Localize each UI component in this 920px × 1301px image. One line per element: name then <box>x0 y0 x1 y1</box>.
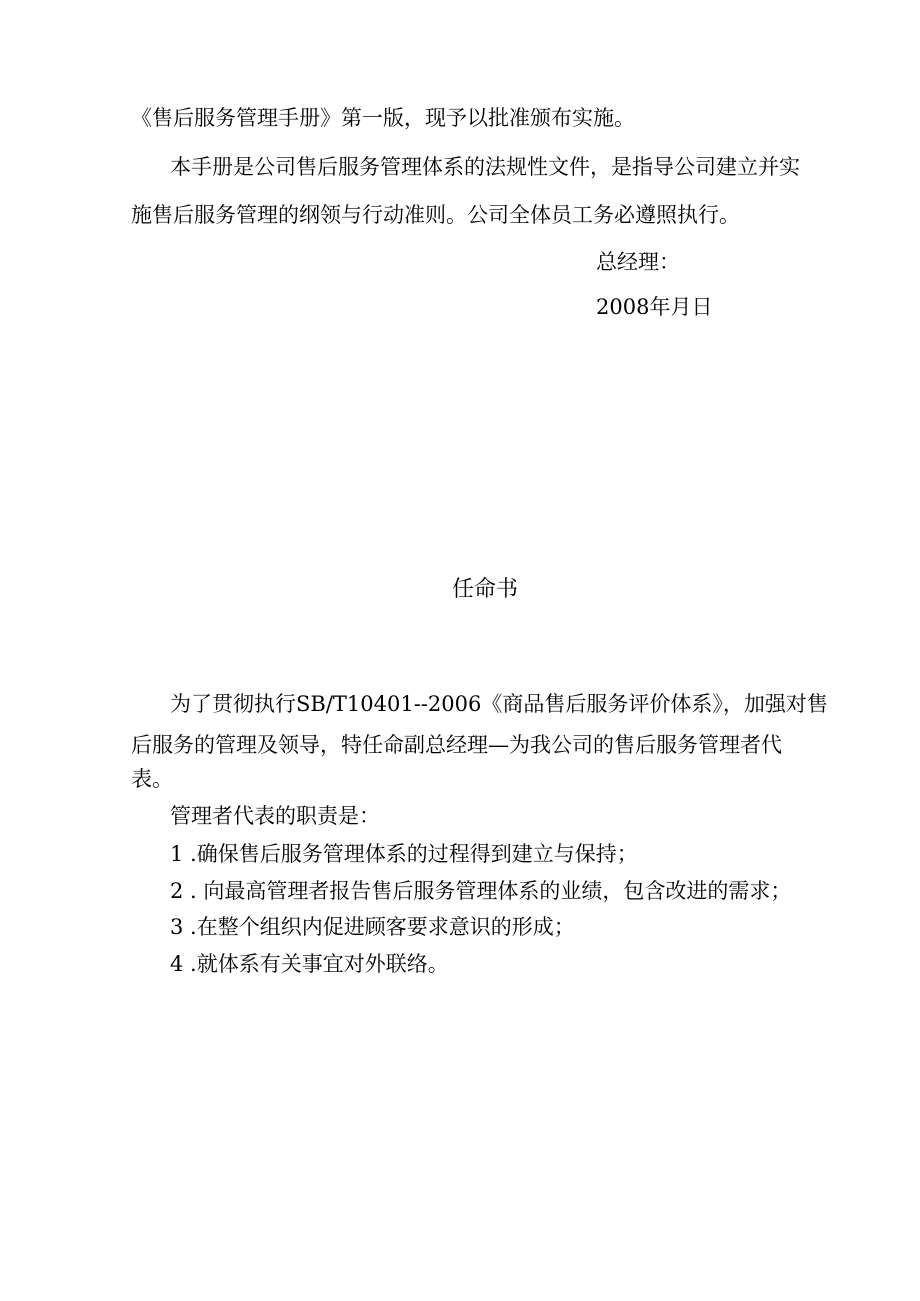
manual-description-line-2: 施售后服务管理的纲领与行动准则。公司全体员工务必遵照执行。 <box>131 203 740 227</box>
duty-item: 1 .确保售后服务管理体系的过程得到建立与保持； <box>170 842 638 866</box>
duty-item: 3 .在整个组织内促进顾客要求意识的形成； <box>170 915 575 939</box>
appointment-title: 任命书 <box>451 577 518 602</box>
approval-statement: 《售后服务管理手册》第一版，现予以批准颁布实施。 <box>131 106 635 130</box>
appointment-text-line-1: 为了贯彻执行SB/T10401--2006《商品售后服务评价体系》，加强对售 <box>170 692 828 716</box>
signature-date: 2008年月日 <box>596 295 713 319</box>
general-manager-signature-label: 总经理： <box>596 250 680 274</box>
duties-heading: 管理者代表的职责是： <box>170 804 380 828</box>
manual-description-line-1: 本手册是公司售后服务管理体系的法规性文件，是指导公司建立并实 <box>170 155 800 179</box>
duty-item: 2 . 向最高管理者报告售后服务管理体系的业绩，包含改进的需求； <box>170 879 792 903</box>
appointment-text-line-3: 表。 <box>131 767 173 791</box>
appointment-text-line-2: 后服务的管理及领导，特任命副总经理—为我公司的售后服务管理者代 <box>131 733 782 757</box>
duty-item: 4 .就体系有关事宜对外联络。 <box>170 952 449 976</box>
